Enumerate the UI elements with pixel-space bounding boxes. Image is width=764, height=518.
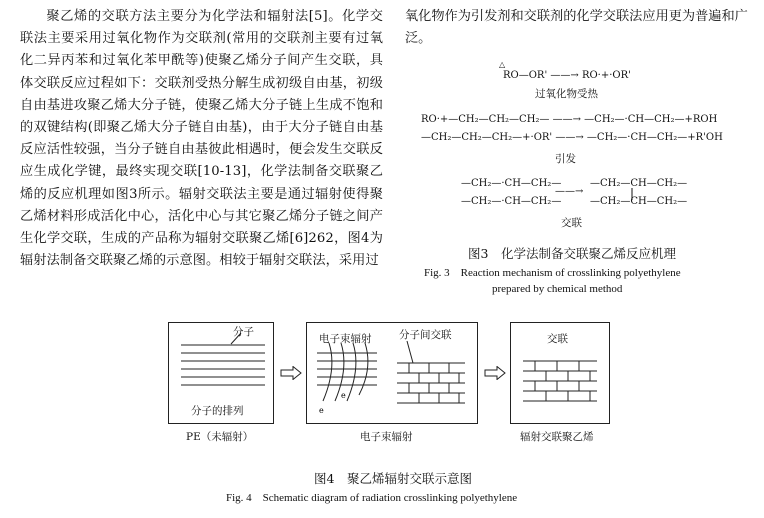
arrangement-label: 分子的排列 [191,405,244,417]
figure-3-caption-cn: 图3 化学法制备交联聚乙烯反应机理 [468,246,676,261]
arrow-right-icon [280,366,302,380]
arrow-right-icon [484,366,506,380]
equation-1-label: 过氧化物受热 [535,88,598,100]
crosslink-bond [629,188,635,200]
equation-2-line-1: RO·+—CH₂—CH₂—CH₂— ——→ —CH₂—·CH—CH₂—+ROH [421,114,718,125]
box-unirradiated [168,322,274,424]
equation-3-label: 交联 [561,217,582,229]
equation-1: RO—OR' ——→ RO·+·OR' [503,70,631,81]
intermolecular-crosslink-label: 分子间交联 [399,329,452,341]
figure-3-caption-en-1: Fig. 3 Reaction mechanism of crosslinking polyethylene [424,267,681,279]
figure-4 [168,322,608,447]
crosslink-label: 交联 [547,333,568,345]
equation-3-right-top: —CH₂—CH—CH₂— [590,178,688,189]
left-column [20,6,383,272]
svg-text:e: e [319,406,324,415]
molecule-label: 分子 [233,326,254,338]
body-paragraph-left [20,6,383,272]
body-paragraph-right: 氧化物作为引发剂和交联剂的化学交联法应用更为普遍和广泛。 [405,9,748,47]
svg-text:e: e [341,391,346,400]
box-crosslinked [510,322,610,424]
equation-3-arrow: ——→ [555,186,584,197]
right-column [405,6,750,50]
crosslinked-pe-label: 辐射交联聚乙烯 [520,431,594,443]
electron-beam-label: 电子束辐射 [319,333,372,345]
equation-2-label: 引发 [555,153,576,165]
equation-3-left-top: —CH₂—·CH—CH₂— [461,178,562,189]
equation-3-left-bottom: —CH₂—·CH—CH₂— [461,196,562,207]
equation-3-right-bottom: —CH₂—CH—CH₂— [590,196,688,207]
equation-2-line-2: —CH₂—CH₂—CH₂—+·OR' ——→ —CH₂—·CH—CH₂—+R'OH [421,132,723,143]
figure-4-caption-cn: 图4 聚乙烯辐射交联示意图 [314,471,472,486]
figure-3 [405,62,750,242]
delta-symbol: △ [499,60,506,69]
figure-3-caption-en-2: prepared by chemical method [492,283,623,295]
figure-4-caption-en: Fig. 4 Schematic diagram of radiation crosslinking polyethylene [226,492,518,504]
body-text-left: 聚乙烯的交联方法主要分为化学法和辐射法[5]。化学交联法主要采用过氧化物作为交联剂(常用的交联剂主要有过氧化二异丙苯和过氧化苯甲酰等)使聚乙烯分子间产生交联，具体交联反应过程如下：交联剂受热分解生成初级自由基，初级自由基进攻聚乙烯大分子链，使聚乙烯大分子链上生成不饱和的双键结构(即聚乙烯大分子链自由基)，由于大分子链自由基反应活性较强，当分子链自由基彼此相遇时，便会发生交联反应生成化学键，最终实现交联[10-13]，化学法制备交联聚乙烯的反应机理如图3所示。辐射交联法主要是通过辐射使得聚乙烯材料形成活化中心，活化中心与其它聚乙烯分子链之间产生化学交联，生成的产品称为辐射交联聚乙烯[6]262，图4为辐射法制备交联聚乙烯的示意图。相较于辐射交联法，采用过 [20,9,383,269]
box-electron-beam [306,322,478,424]
electron-beam-caption: 电子束辐射 [360,431,413,443]
pe-unirradiated-label: PE（未辐射） [186,431,254,443]
